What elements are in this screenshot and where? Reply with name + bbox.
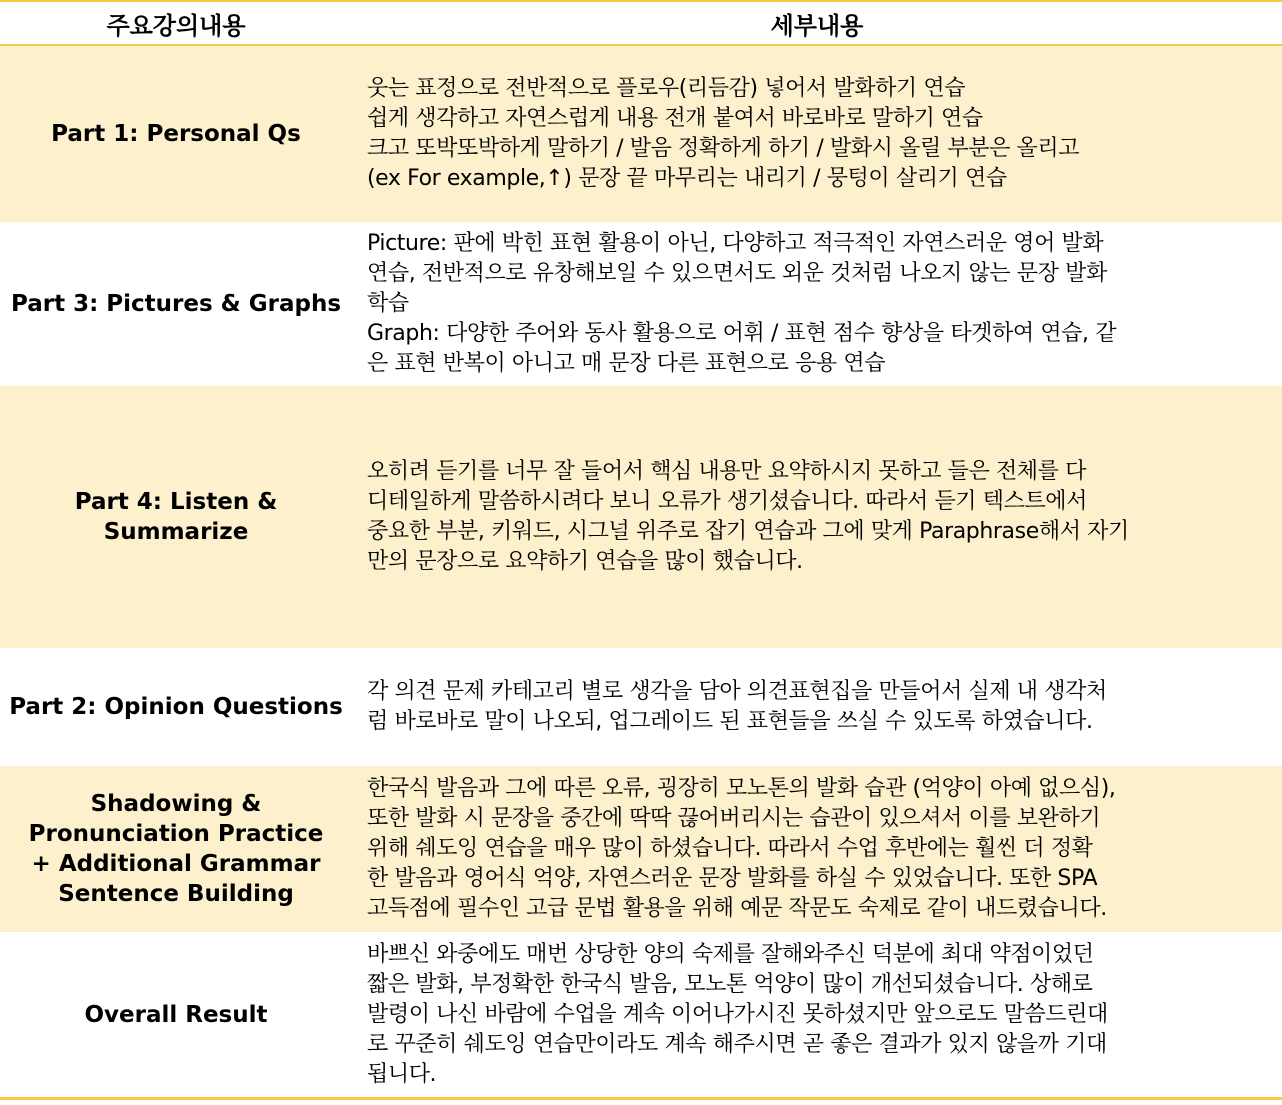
detail-line: 크고 또박또박하게 말하기 / 발음 정확하게 하기 / 발화시 올릴 부분은 올리고	[367, 136, 1080, 161]
table-row	[0, 46, 1282, 222]
detail-line: 바쁘신 와중에도 매번 상당한 양의 숙제를 잘해와주신 덕분에 최대 약점이었던	[367, 941, 1094, 967]
row-details	[367, 386, 1267, 648]
row-title: Part 1: Personal Qs	[51, 121, 301, 147]
detail-line: 디테일하게 말씀하시려다 보니 오류가 생기셨습니다. 따라서 듣기 텍스트에서	[367, 489, 1088, 514]
detail-line: 로 꾸준히 쉐도잉 연습만이라도 계속 해주시면 곧 좋은 결과가 있지 않을까 기대	[367, 1031, 1107, 1057]
detail-line: 짧은 발화, 부정확한 한국식 발음, 모노톤 억양이 많이 개선되셨습니다. 상해로	[367, 971, 1093, 997]
row-title: Part 2: Opinion Questions	[9, 694, 343, 720]
detail-line: (ex For example,↑) 문장 끝 마무리는 내리기 / 뭉텅이 살리기 연습	[367, 166, 1007, 191]
detail-line: 각 의견 문제 카테고리 별로 생각을 담아 의견표현집을 만들어서 실제 내 생각처	[367, 679, 1107, 704]
detail-line: 또한 발화 시 문장을 중간에 딱딱 끊어버리시는 습관이 있으셔서 이를 보완하기	[367, 806, 1101, 831]
detail-line: 연습, 전반적으로 유창해보일 수 있으면서도 외운 것처럼 나오지 않는 문장 발화	[367, 261, 1107, 286]
table-row	[0, 222, 1282, 386]
row-details	[367, 766, 1267, 932]
header-main-content: 주요강의내용	[106, 11, 246, 40]
row-title: Shadowing & Pronunciation Practice + Additional Grammar Sentence Building	[28, 791, 324, 907]
table-row	[0, 386, 1282, 648]
detail-line: 중요한 부분, 키워드, 시그널 위주로 잡기 연습과 그에 맞게 Paraphrase해서 자기	[367, 519, 1129, 544]
row-details	[367, 648, 1267, 766]
row-title: Overall Result	[84, 1001, 268, 1028]
row-title: Part 3: Pictures & Graphs	[10, 291, 342, 317]
table-header	[0, 0, 1282, 46]
detail-line: 쉽게 생각하고 자연스럽게 내용 전개 붙여서 바로바로 말하기 연습	[367, 106, 983, 131]
detail-line: 위해 쉐도잉 연습을 매우 많이 하셨습니다. 따라서 수업 후반에는 훨씬 더 정확	[367, 836, 1093, 861]
detail-line: 웃는 표정으로 전반적으로 플로우(리듬감) 넣어서 발화하기 연습	[367, 76, 966, 101]
detail-line: 만의 문장으로 요약하기 연습을 많이 했습니다.	[367, 549, 803, 574]
detail-line: Graph: 다양한 주어와 동사 활용으로 어휘 / 표현 점수 향상을 타겟하여 연습, 같	[367, 321, 1117, 346]
detail-line: 한국식 발음과 그에 따른 오류, 굉장히 모노톤의 발화 습관 (억양이 아예 없으심),	[367, 776, 1116, 801]
row-details	[367, 932, 1267, 1097]
table-row	[0, 932, 1282, 1100]
row-details	[367, 46, 1267, 222]
detail-line: 됩니다.	[367, 1061, 437, 1087]
table-row	[0, 766, 1282, 932]
row-details	[367, 222, 1267, 386]
detail-line: 한 발음과 영어식 억양, 자연스러운 문장 발화를 하실 수 있었습니다. 또한 SPA	[367, 866, 1098, 891]
detail-line: 오히려 듣기를 너무 잘 들어서 핵심 내용만 요약하시지 못하고 들은 전체를 다	[367, 459, 1086, 484]
detail-line: 발령이 나신 바람에 수업을 계속 이어나가시진 못하셨지만 앞으로도 말씀드린대	[367, 1001, 1108, 1027]
detail-line: 은 표현 반복이 아니고 매 문장 다른 표현으로 응용 연습	[367, 351, 886, 376]
detail-line: Picture: 판에 박힌 표현 활용이 아닌, 다양하고 적극적인 자연스러운 영어 발화	[367, 231, 1104, 256]
header-details: 세부내용	[770, 11, 864, 40]
detail-line: 학습	[367, 291, 409, 316]
detail-line: 럼 바로바로 말이 나오되, 업그레이드 된 표현들을 쓰실 수 있도록 하였습니다.	[367, 709, 1093, 734]
row-title: Part 4: Listen & Summarize	[74, 489, 278, 545]
table-row	[0, 648, 1282, 766]
detail-line: 고득점에 필수인 고급 문법 활용을 위해 예문 작문도 숙제로 같이 내드렸습니다.	[367, 896, 1107, 921]
